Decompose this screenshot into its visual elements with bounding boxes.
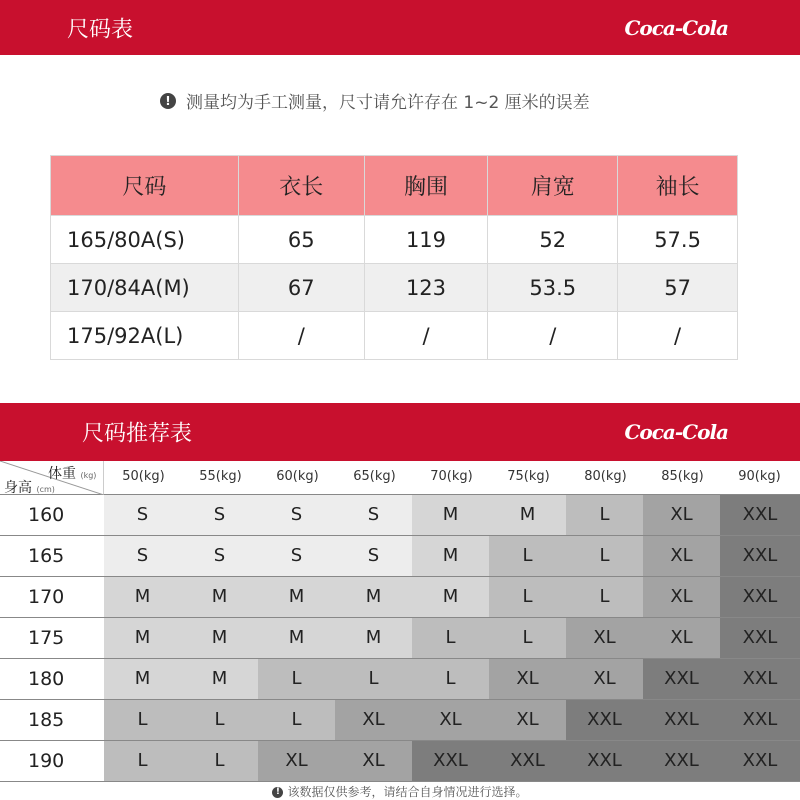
recommended-size-cell: XL (566, 659, 643, 699)
recommended-size-cell: XXL (720, 577, 800, 617)
exclamation-icon: ! (160, 93, 176, 109)
recommended-size-cell: L (489, 618, 566, 658)
table-row (0, 618, 800, 659)
footnote (0, 783, 800, 800)
height-cell: 165 (28, 545, 65, 567)
exclamation-icon: ! (272, 787, 283, 798)
weight-column-label: 60(kg) (276, 469, 319, 484)
recommended-size-cell: XXL (643, 700, 720, 740)
recommended-size-cell: XL (643, 536, 720, 576)
weight-column-label: 90(kg) (738, 469, 781, 484)
brand-logo: Coca-Cola (624, 15, 728, 40)
chest-cell: / (364, 312, 488, 360)
recommended-size-cell: XXL (412, 741, 489, 781)
recommended-size-cell: XL (489, 700, 566, 740)
recommended-size-cell: XL (258, 741, 335, 781)
table-row (51, 264, 738, 312)
size-cell: 170/84A(M) (51, 264, 239, 312)
recommended-size-cell: M (104, 618, 181, 658)
recommended-size-cell: M (412, 536, 489, 576)
recommended-size-cell: L (258, 659, 335, 699)
recommended-size-cell: L (181, 700, 258, 740)
recommended-size-cell: XL (335, 700, 412, 740)
recommended-size-cell: S (258, 495, 335, 535)
recommended-size-cell: M (335, 577, 412, 617)
recommended-size-cell: L (566, 536, 643, 576)
recommended-size-cell: S (335, 495, 412, 535)
footnote-text: 该数据仅供参考，请结合自身情况进行选择。 (287, 785, 528, 799)
weight-column-label: 55(kg) (199, 469, 242, 484)
size-cell: 175/92A(L) (51, 312, 239, 360)
size-chart-header (0, 0, 800, 55)
height-cell: 170 (28, 586, 65, 608)
weight-column-label: 80(kg) (584, 469, 627, 484)
recommended-size-cell: M (258, 618, 335, 658)
recommended-size-cell: XXL (720, 741, 800, 781)
shoulder-cell: 53.5 (488, 264, 618, 312)
recommended-size-cell: XL (412, 700, 489, 740)
recommended-size-cell: XXL (566, 700, 643, 740)
table-row (51, 312, 738, 360)
recommended-size-cell: M (489, 495, 566, 535)
height-cell: 190 (28, 750, 65, 772)
height-label: 身高 (cm) (4, 480, 55, 496)
recommended-size-cell: XL (643, 495, 720, 535)
weight-column-label: 65(kg) (353, 469, 396, 484)
recommended-size-cell: XL (643, 577, 720, 617)
recommended-size-cell: L (489, 577, 566, 617)
recommended-size-cell: S (335, 536, 412, 576)
header-length: 衣长 (238, 156, 364, 216)
table-row (0, 577, 800, 618)
recommended-size-cell: M (104, 577, 181, 617)
recommended-size-cell: XL (566, 618, 643, 658)
header-size: 尺码 (51, 156, 239, 216)
sleeve-cell: 57 (618, 264, 738, 312)
size-recommendation-grid (0, 461, 800, 782)
height-cell: 160 (28, 504, 65, 526)
header-sleeve: 袖长 (618, 156, 738, 216)
length-cell: / (238, 312, 364, 360)
recommended-size-cell: XL (643, 618, 720, 658)
length-cell: 67 (238, 264, 364, 312)
measurement-note (160, 88, 590, 113)
size-table-header-row (51, 156, 738, 216)
recommended-size-cell: XXL (643, 741, 720, 781)
recommendation-title: 尺码推荐表 (82, 421, 193, 447)
recommended-size-cell: XXL (720, 495, 800, 535)
weight-header-row (0, 461, 800, 495)
header-chest: 胸围 (364, 156, 488, 216)
size-table (50, 155, 738, 360)
recommended-size-cell: M (181, 618, 258, 658)
recommended-size-cell: M (181, 659, 258, 699)
recommended-size-cell: S (181, 536, 258, 576)
table-row (0, 659, 800, 700)
recommended-size-cell: XXL (720, 659, 800, 699)
recommended-size-cell: M (258, 577, 335, 617)
recommended-size-cell: L (258, 700, 335, 740)
recommended-size-cell: XL (489, 659, 566, 699)
recommended-size-cell: L (412, 618, 489, 658)
recommended-size-cell: XXL (720, 618, 800, 658)
recommended-size-cell: M (412, 577, 489, 617)
recommended-size-cell: M (335, 618, 412, 658)
recommended-size-cell: M (104, 659, 181, 699)
height-cell: 180 (28, 668, 65, 690)
chest-cell: 119 (364, 216, 488, 264)
recommended-size-cell: L (104, 741, 181, 781)
shoulder-cell: / (488, 312, 618, 360)
recommended-size-cell: L (412, 659, 489, 699)
recommended-size-cell: XXL (720, 536, 800, 576)
sleeve-cell: / (618, 312, 738, 360)
sleeve-cell: 57.5 (618, 216, 738, 264)
recommended-size-cell: XXL (643, 659, 720, 699)
recommended-size-cell: XXL (566, 741, 643, 781)
recommended-size-cell: L (335, 659, 412, 699)
brand-logo: Coca-Cola (624, 420, 728, 444)
table-row (0, 536, 800, 577)
size-chart-title: 尺码表 (67, 17, 134, 42)
measurement-note-text: 测量均为手工测量，尺寸请允许存在 1~2 厘米的误差 (186, 93, 590, 113)
recommended-size-cell: L (181, 741, 258, 781)
table-row (0, 700, 800, 741)
recommended-size-cell: S (181, 495, 258, 535)
weight-column-label: 50(kg) (122, 469, 165, 484)
length-cell: 65 (238, 216, 364, 264)
table-row (0, 495, 800, 536)
recommended-size-cell: M (412, 495, 489, 535)
table-row (0, 741, 800, 782)
corner-header (0, 461, 104, 495)
recommended-size-cell: S (104, 495, 181, 535)
height-cell: 175 (28, 627, 65, 649)
recommended-size-cell: S (104, 536, 181, 576)
shoulder-cell: 52 (488, 216, 618, 264)
weight-column-label: 70(kg) (430, 469, 473, 484)
recommendation-header (0, 403, 800, 461)
recommended-size-cell: L (489, 536, 566, 576)
recommended-size-cell: XXL (720, 700, 800, 740)
recommended-size-cell: S (258, 536, 335, 576)
recommended-size-cell: XL (335, 741, 412, 781)
recommended-size-cell: L (566, 495, 643, 535)
table-row (51, 216, 738, 264)
recommended-size-cell: L (566, 577, 643, 617)
weight-column-label: 85(kg) (661, 469, 704, 484)
size-cell: 165/80A(S) (51, 216, 239, 264)
weight-label: 体重 (kg) (48, 466, 97, 482)
height-cell: 185 (28, 709, 65, 731)
recommended-size-cell: M (181, 577, 258, 617)
recommended-size-cell: L (104, 700, 181, 740)
header-shoulder: 肩宽 (488, 156, 618, 216)
weight-column-label: 75(kg) (507, 469, 550, 484)
chest-cell: 123 (364, 264, 488, 312)
recommended-size-cell: XXL (489, 741, 566, 781)
